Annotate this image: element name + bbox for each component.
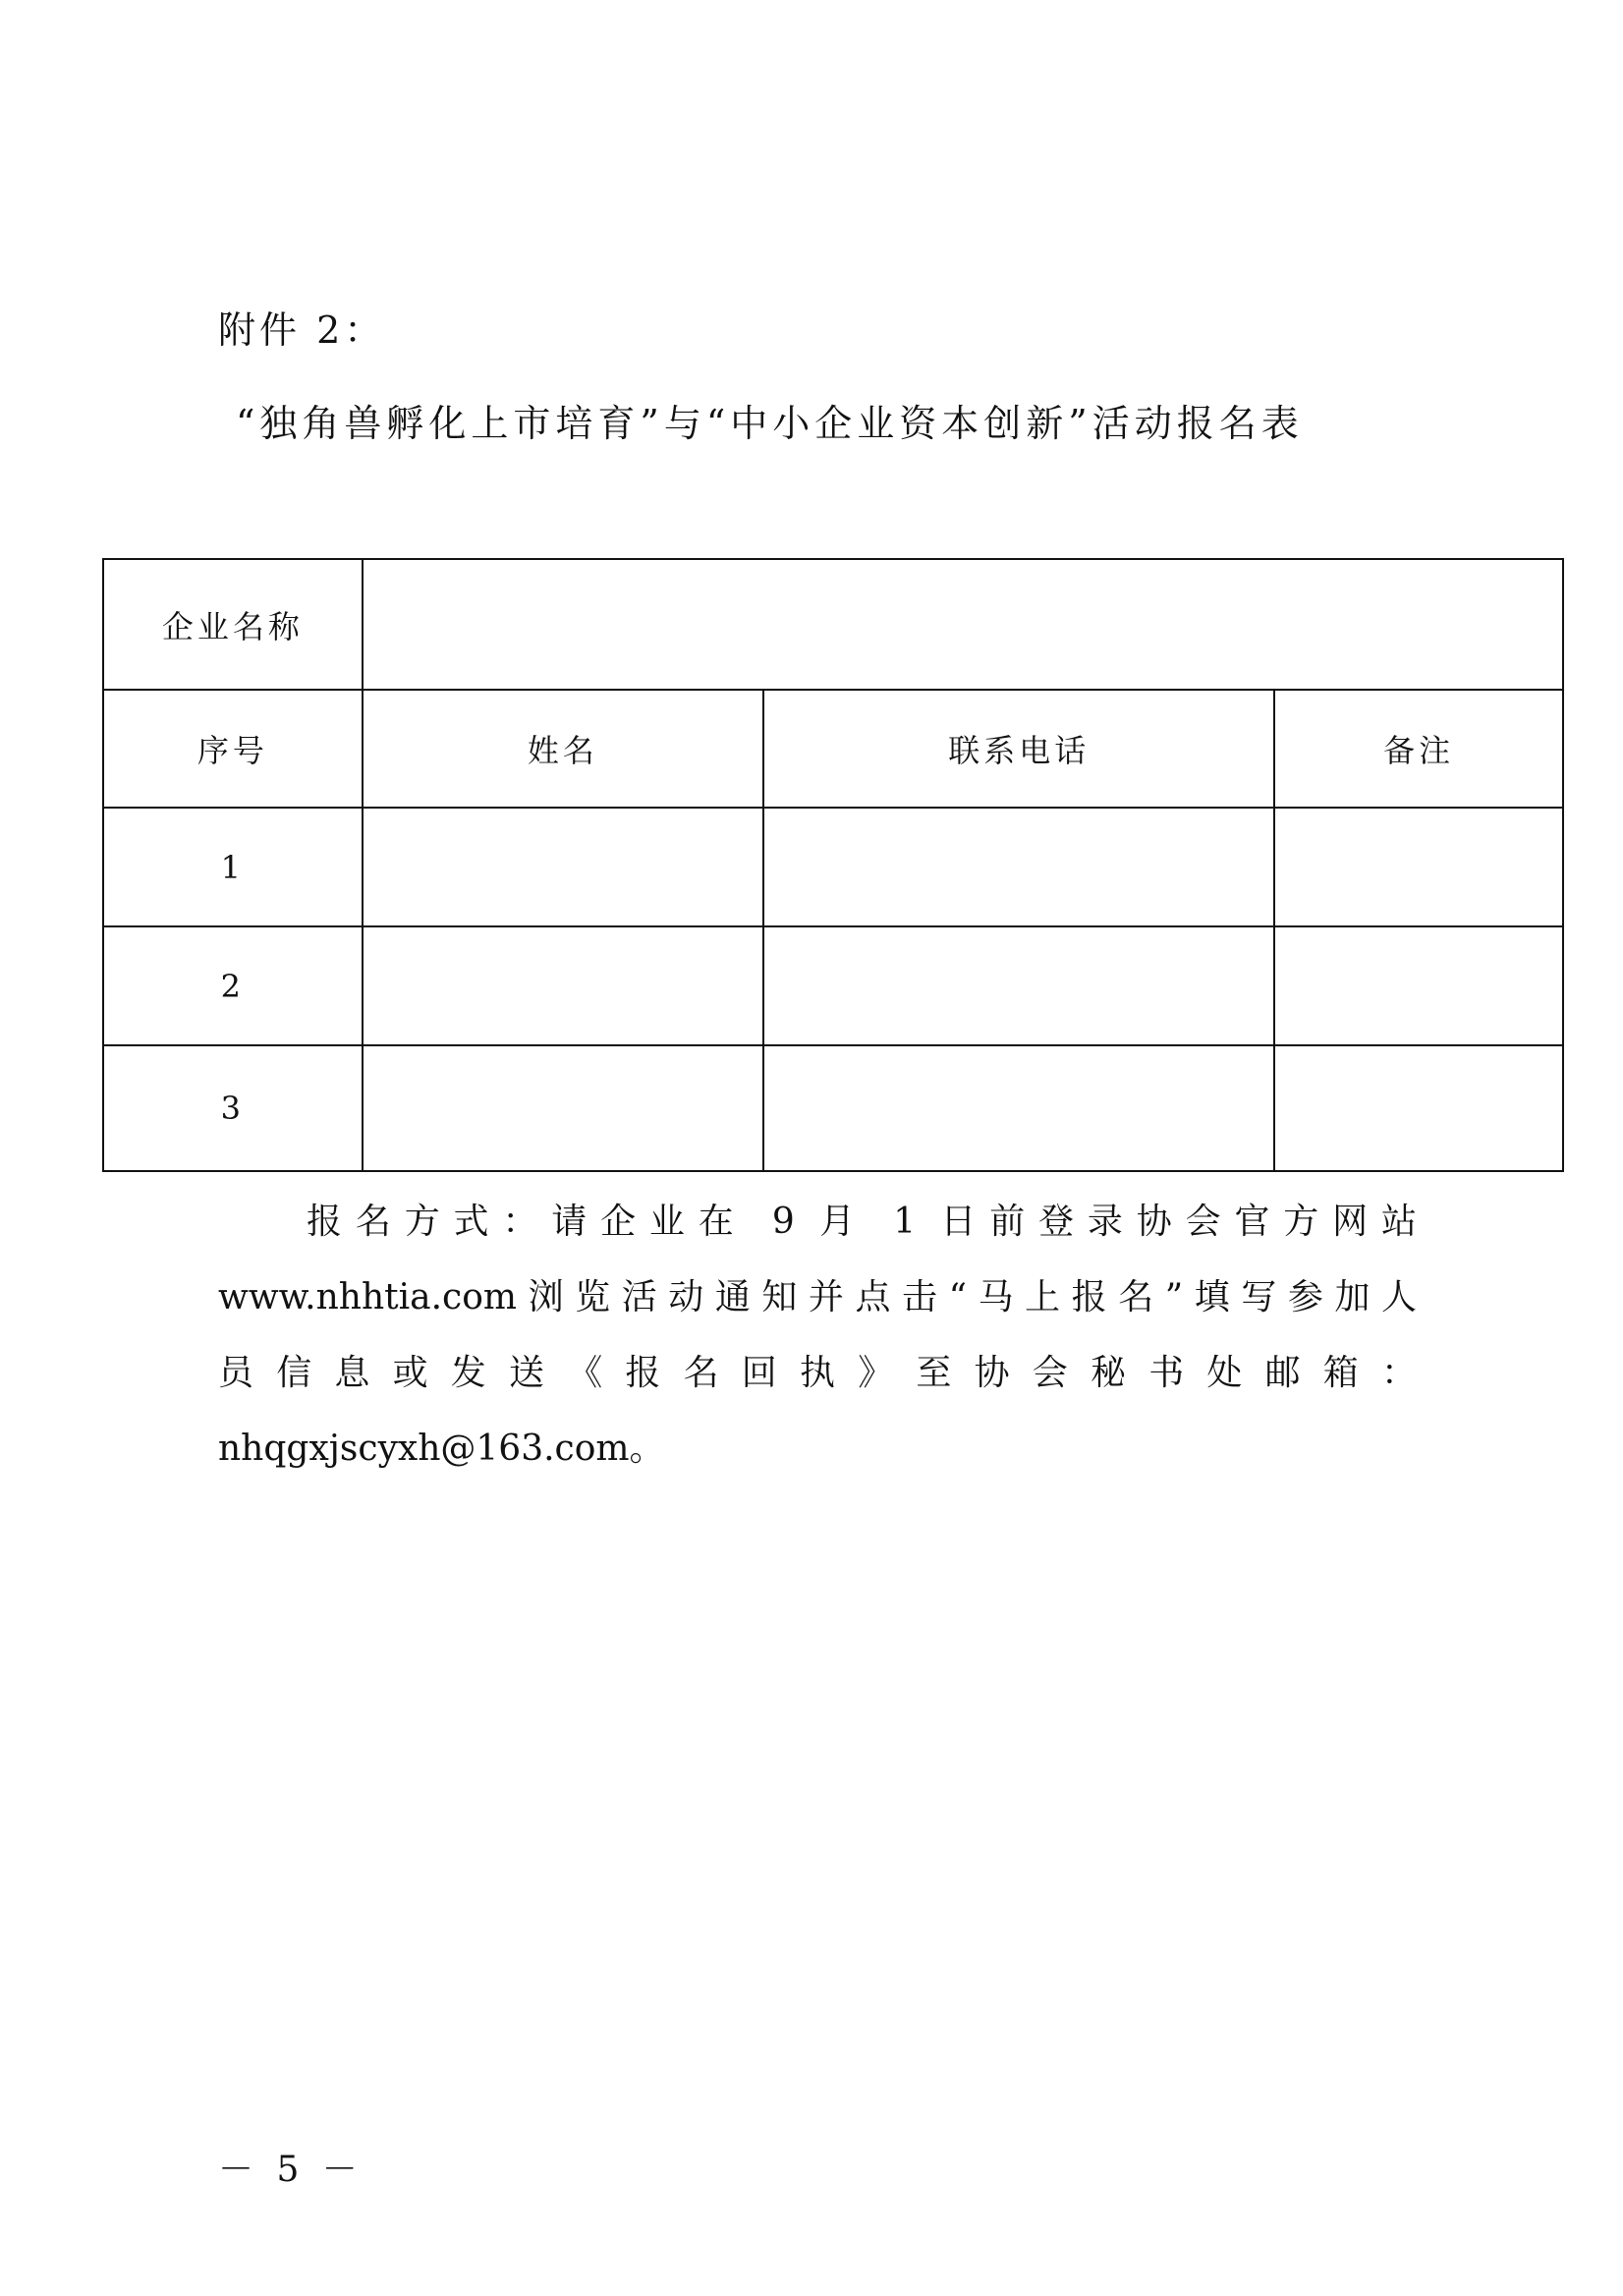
company-name-label: 企业名称 [103, 559, 363, 690]
registration-instructions [218, 1184, 1417, 1486]
name-cell[interactable] [363, 808, 763, 926]
instruction-email: nhqgxjscyxh@163.com。 [218, 1428, 665, 1469]
table-row [103, 1045, 1563, 1171]
table-row [103, 808, 1563, 926]
header-name: 姓名 [363, 690, 763, 808]
phone-cell[interactable] [763, 808, 1274, 926]
note-cell[interactable] [1274, 808, 1563, 926]
form-title: “独角兽孵化上市培育”与“中小企业资本创新”活动报名表 [236, 402, 1304, 445]
header-note: 备注 [1274, 690, 1563, 808]
row-number: 1 [103, 808, 363, 926]
name-cell[interactable] [363, 926, 763, 1045]
note-cell[interactable] [1274, 1045, 1563, 1171]
row-number: 2 [103, 926, 363, 1045]
instruction-line-2: www.nhhtia.com浏览活动通知并点击“马上报名”填写参加人 [218, 1277, 1417, 1317]
row-number: 3 [103, 1045, 363, 1171]
registration-table [102, 558, 1564, 1172]
instruction-line-1: 报名方式：请企业在 9 月 1 日前登录协会官方网站 [307, 1202, 1417, 1242]
note-cell[interactable] [1274, 926, 1563, 1045]
phone-cell[interactable] [763, 1045, 1274, 1171]
page-number: － 5 － [218, 2150, 364, 2190]
header-no: 序号 [103, 690, 363, 808]
header-phone: 联系电话 [763, 690, 1274, 808]
phone-cell[interactable] [763, 926, 1274, 1045]
instruction-line-3: 员信息或发送《报名回执》至协会秘书处邮箱： [218, 1353, 1417, 1393]
table-row [103, 926, 1563, 1045]
name-cell[interactable] [363, 1045, 763, 1171]
annex-label: 附件 2： [218, 308, 386, 352]
company-name-field[interactable] [363, 559, 1563, 690]
company-row [103, 559, 1563, 690]
header-row [103, 690, 1563, 808]
